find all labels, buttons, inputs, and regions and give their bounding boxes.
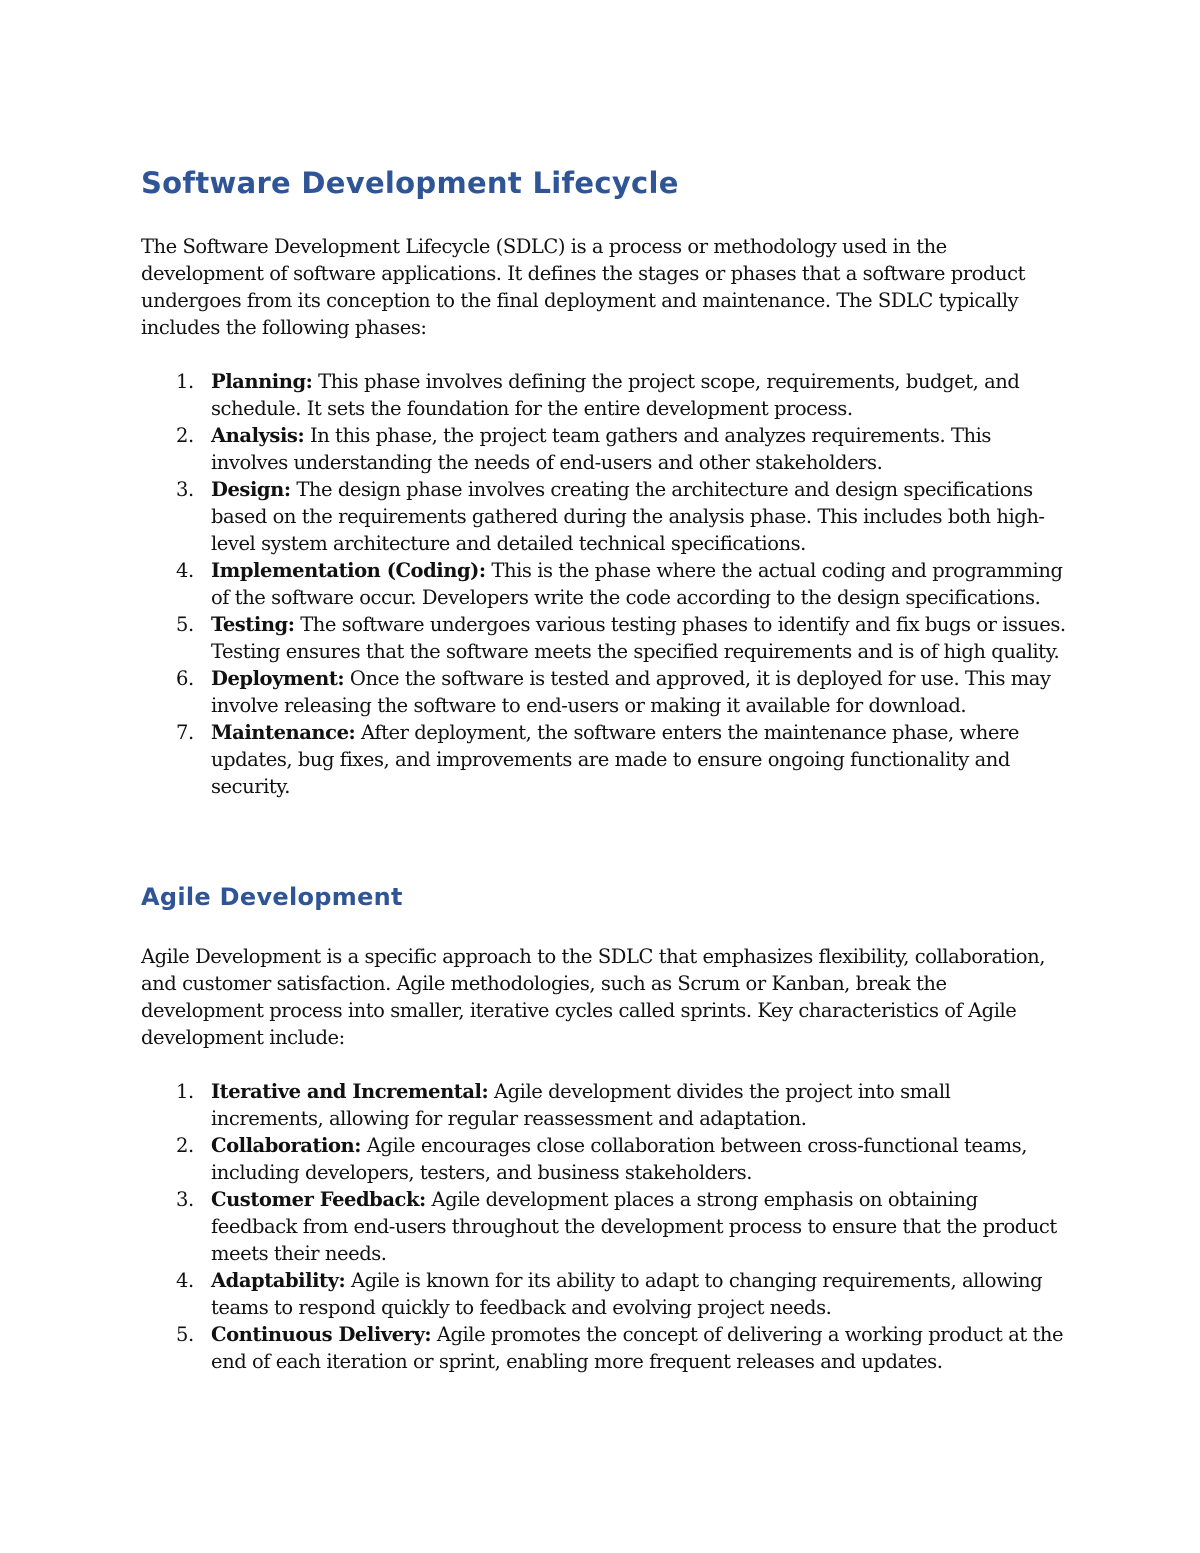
list-number: 3. — [176, 1188, 194, 1211]
list-number: 4. — [176, 1269, 194, 1292]
agile-title: Agile Development — [141, 883, 403, 911]
list-number: 2. — [176, 424, 194, 447]
list-term: Deployment: — [211, 667, 345, 690]
sdlc-title: Software Development Lifecycle — [141, 166, 679, 200]
list-item — [141, 719, 1066, 800]
list-desc: Once the software is tested and approved, it is deployed for use. This may involve releasing the software to end-users or making it available for download. — [211, 667, 1051, 717]
list-item — [141, 665, 1066, 719]
list-term: Analysis: — [211, 424, 305, 447]
list-item — [141, 611, 1066, 665]
list-number: 1. — [176, 370, 194, 393]
list-desc: Agile promotes the concept of delivering a working product at the end of each iteration or sprint, enabling more frequent releases and updates. — [211, 1323, 1064, 1373]
list-item — [141, 1186, 1066, 1267]
list-item — [141, 368, 1066, 422]
list-item — [141, 476, 1066, 557]
list-item — [141, 422, 1066, 476]
list-desc: Agile development divides the project into small increments, allowing for regular reassessment and adaptation. — [211, 1080, 951, 1130]
list-desc: The software undergoes various testing phases to identify and fix bugs or issues. Testing ensures that the software meets the specified requirements and is of high quality. — [211, 613, 1066, 663]
list-desc: This is the phase where the actual coding and programming of the software occur. Developers write the code according to the design specifications. — [211, 559, 1063, 609]
agile-intro: Agile Development is a specific approach to the SDLC that emphasizes flexibility, collaboration, and customer satisfaction. Agile methodologies, such as Scrum or Kanban, break the development process into smaller, iterative cycles called sprints. Key characteristics of Agile development include: — [141, 945, 1045, 1049]
list-item — [141, 1267, 1066, 1321]
list-desc: Agile development places a strong emphasis on obtaining feedback from end-users throughout the development process to ensure that the product meets their needs. — [211, 1188, 1057, 1265]
list-number: 1. — [176, 1080, 194, 1103]
sdlc-phase-list — [141, 368, 1066, 800]
list-desc: After deployment, the software enters the maintenance phase, where updates, bug fixes, and improvements are made to ensure ongoing functionality and security. — [211, 721, 1019, 798]
list-number: 7. — [176, 721, 194, 744]
list-number: 4. — [176, 559, 194, 582]
list-term: Maintenance: — [211, 721, 356, 744]
list-item — [141, 557, 1066, 611]
list-term: Iterative and Incremental: — [211, 1080, 489, 1103]
list-number: 5. — [176, 1323, 194, 1346]
list-number: 6. — [176, 667, 194, 690]
list-term: Planning: — [211, 370, 313, 393]
list-desc: Agile encourages close collaboration between cross-functional teams, including developers, testers, and business stakeholders. — [211, 1134, 1027, 1184]
list-desc: Agile is known for its ability to adapt to changing requirements, allowing teams to respond quickly to feedback and evolving project needs. — [211, 1269, 1043, 1319]
list-number: 2. — [176, 1134, 194, 1157]
list-number: 3. — [176, 478, 194, 501]
list-term: Collaboration: — [211, 1134, 362, 1157]
sdlc-intro: The Software Development Lifecycle (SDLC) is a process or methodology used in the development of software applications. It defines the stages or phases that a software product undergoes from its conception to the final deployment and maintenance. The SDLC typically includes the following phases: — [141, 235, 1025, 339]
list-item — [141, 1321, 1066, 1375]
list-term: Implementation (Coding): — [211, 559, 486, 582]
list-term: Customer Feedback: — [211, 1188, 426, 1211]
list-desc: In this phase, the project team gathers and analyzes requirements. This involves understanding the needs of end-users and other stakeholders. — [211, 424, 991, 474]
list-number: 5. — [176, 613, 194, 636]
list-desc: This phase involves defining the project scope, requirements, budget, and schedule. It sets the foundation for the entire development process. — [211, 370, 1020, 420]
list-desc: The design phase involves creating the architecture and design specifications based on the requirements gathered during the analysis phase. This includes both high-level system architecture and detailed technical specifications. — [211, 478, 1045, 555]
list-item — [141, 1078, 1066, 1132]
list-term: Continuous Delivery: — [211, 1323, 432, 1346]
list-term: Adaptability: — [211, 1269, 346, 1292]
list-item — [141, 1132, 1066, 1186]
list-term: Design: — [211, 478, 291, 501]
list-term: Testing: — [211, 613, 295, 636]
agile-characteristics-list — [141, 1078, 1066, 1375]
